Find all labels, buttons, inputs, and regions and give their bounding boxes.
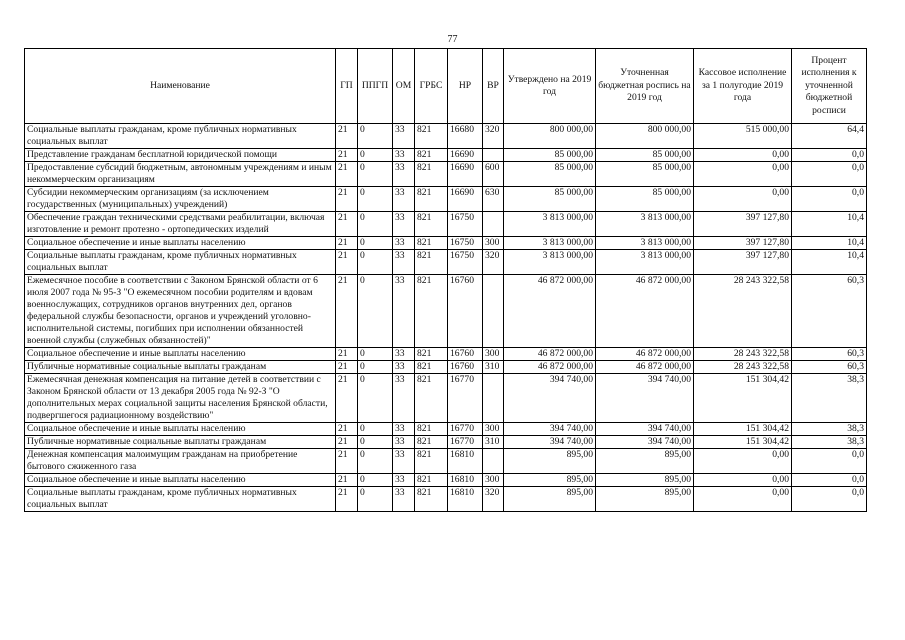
row-ppgp: 0	[358, 275, 393, 348]
row-refined: 3 813 000,00	[596, 237, 694, 250]
row-ppgp: 0	[358, 374, 393, 423]
table-body	[25, 124, 867, 512]
row-ppgp: 0	[358, 162, 393, 187]
row-approved: 394 740,00	[504, 423, 596, 436]
row-approved: 800 000,00	[504, 124, 596, 149]
row-cash: 0,00	[694, 487, 792, 512]
row-approved: 46 872 000,00	[504, 348, 596, 361]
row-refined: 85 000,00	[596, 162, 694, 187]
row-percent: 38,3	[792, 374, 867, 423]
row-name: Социальные выплаты гражданам, кроме публичных нормативных социальных выплат	[25, 487, 336, 512]
row-grbs: 821	[415, 361, 448, 374]
row-refined: 394 740,00	[596, 374, 694, 423]
row-grbs: 821	[415, 423, 448, 436]
row-ppgp: 0	[358, 487, 393, 512]
row-refined: 895,00	[596, 474, 694, 487]
row-vr: 630	[483, 187, 504, 212]
row-name: Публичные нормативные социальные выплаты гражданам	[25, 361, 336, 374]
row-vr: 300	[483, 423, 504, 436]
header-om: ОМ	[393, 49, 415, 124]
row-gp: 21	[336, 187, 358, 212]
row-nr: 16770	[448, 374, 483, 423]
row-name: Социальное обеспечение и иные выплаты населению	[25, 423, 336, 436]
row-cash: 397 127,80	[694, 237, 792, 250]
header-name: Наименование	[25, 49, 336, 124]
row-percent: 10,4	[792, 237, 867, 250]
row-om: 33	[393, 361, 415, 374]
table-row	[25, 275, 867, 348]
row-cash: 151 304,42	[694, 436, 792, 449]
table-row	[25, 162, 867, 187]
row-cash: 151 304,42	[694, 374, 792, 423]
row-ppgp: 0	[358, 436, 393, 449]
row-approved: 46 872 000,00	[504, 275, 596, 348]
row-approved: 895,00	[504, 487, 596, 512]
row-om: 33	[393, 474, 415, 487]
row-refined: 85 000,00	[596, 149, 694, 162]
table-row	[25, 436, 867, 449]
header-grbs: ГРБС	[415, 49, 448, 124]
row-refined: 800 000,00	[596, 124, 694, 149]
row-cash: 0,00	[694, 162, 792, 187]
row-name: Предоставление субсидий бюджетным, автономным учреждениям и иным некоммерческим организациям	[25, 162, 336, 187]
row-nr: 16770	[448, 436, 483, 449]
row-name: Социальное обеспечение и иные выплаты населению	[25, 474, 336, 487]
row-nr: 16750	[448, 237, 483, 250]
row-gp: 21	[336, 487, 358, 512]
row-vr	[483, 449, 504, 474]
row-refined: 3 813 000,00	[596, 250, 694, 275]
row-gp: 21	[336, 474, 358, 487]
row-vr	[483, 212, 504, 237]
row-name: Денежная компенсация малоимущим гражданам на приобретение бытового сжиженного газа	[25, 449, 336, 474]
row-percent: 64,4	[792, 124, 867, 149]
row-gp: 21	[336, 423, 358, 436]
row-ppgp: 0	[358, 124, 393, 149]
row-ppgp: 0	[358, 423, 393, 436]
row-cash: 0,00	[694, 187, 792, 212]
row-name: Ежемесячное пособие в соответствии с Законом Брянской области от 6 июля 2007 года № 95-З "О ежемесячном пособии родителям и вдовам военнослужащих, сотрудников органов внутренних дел, органов федеральной службы безопасности, органов и учреждений уголовно-исполнительной системы, погибших при исполнении обязанностей военной службы (служебных обязанностей)"	[25, 275, 336, 348]
table-row	[25, 423, 867, 436]
row-percent: 38,3	[792, 436, 867, 449]
table-row	[25, 187, 867, 212]
row-vr: 300	[483, 237, 504, 250]
row-refined: 895,00	[596, 449, 694, 474]
header-gp: ГП	[336, 49, 358, 124]
row-cash: 0,00	[694, 449, 792, 474]
row-refined: 394 740,00	[596, 423, 694, 436]
row-om: 33	[393, 162, 415, 187]
row-percent: 60,3	[792, 348, 867, 361]
row-ppgp: 0	[358, 212, 393, 237]
row-om: 33	[393, 487, 415, 512]
row-percent: 0,0	[792, 187, 867, 212]
row-om: 33	[393, 374, 415, 423]
row-grbs: 821	[415, 474, 448, 487]
row-vr: 320	[483, 250, 504, 275]
row-percent: 0,0	[792, 474, 867, 487]
row-name: Социальные выплаты гражданам, кроме публичных нормативных социальных выплат	[25, 250, 336, 275]
row-gp: 21	[336, 449, 358, 474]
table-row	[25, 348, 867, 361]
header-percent: Процент исполнения к уточненной бюджетной росписи	[792, 49, 867, 124]
row-refined: 46 872 000,00	[596, 275, 694, 348]
row-approved: 394 740,00	[504, 436, 596, 449]
row-vr: 310	[483, 361, 504, 374]
row-percent: 0,0	[792, 149, 867, 162]
row-nr: 16690	[448, 187, 483, 212]
row-percent: 10,4	[792, 250, 867, 275]
row-nr: 16810	[448, 449, 483, 474]
row-name: Обеспечение граждан техническими средствами реабилитации, включая изготовление и ремонт протезно - ортопедических изделий	[25, 212, 336, 237]
row-ppgp: 0	[358, 348, 393, 361]
row-cash: 515 000,00	[694, 124, 792, 149]
row-approved: 85 000,00	[504, 149, 596, 162]
row-gp: 21	[336, 275, 358, 348]
row-vr: 310	[483, 436, 504, 449]
row-gp: 21	[336, 124, 358, 149]
row-refined: 3 813 000,00	[596, 212, 694, 237]
row-refined: 46 872 000,00	[596, 361, 694, 374]
header-vr: ВР	[483, 49, 504, 124]
row-cash: 28 243 322,58	[694, 361, 792, 374]
row-cash: 397 127,80	[694, 212, 792, 237]
row-vr	[483, 374, 504, 423]
row-approved: 895,00	[504, 449, 596, 474]
row-om: 33	[393, 250, 415, 275]
row-gp: 21	[336, 250, 358, 275]
row-grbs: 821	[415, 374, 448, 423]
row-approved: 46 872 000,00	[504, 361, 596, 374]
row-nr: 16760	[448, 348, 483, 361]
row-name: Представление гражданам бесплатной юридической помощи	[25, 149, 336, 162]
row-nr: 16750	[448, 250, 483, 275]
row-percent: 10,4	[792, 212, 867, 237]
row-ppgp: 0	[358, 187, 393, 212]
row-name: Публичные нормативные социальные выплаты гражданам	[25, 436, 336, 449]
row-gp: 21	[336, 374, 358, 423]
row-vr	[483, 275, 504, 348]
row-om: 33	[393, 423, 415, 436]
row-om: 33	[393, 149, 415, 162]
row-percent: 60,3	[792, 275, 867, 348]
row-grbs: 821	[415, 436, 448, 449]
page-number: 77	[447, 34, 458, 45]
row-nr: 16770	[448, 423, 483, 436]
row-ppgp: 0	[358, 237, 393, 250]
row-grbs: 821	[415, 187, 448, 212]
row-refined: 46 872 000,00	[596, 348, 694, 361]
row-grbs: 821	[415, 250, 448, 275]
row-grbs: 821	[415, 237, 448, 250]
row-vr: 600	[483, 162, 504, 187]
table-header-row	[25, 49, 867, 124]
row-percent: 60,3	[792, 361, 867, 374]
row-grbs: 821	[415, 348, 448, 361]
row-name: Социальное обеспечение и иные выплаты населению	[25, 237, 336, 250]
row-vr	[483, 149, 504, 162]
row-percent: 0,0	[792, 162, 867, 187]
row-name: Социальные выплаты гражданам, кроме публичных нормативных социальных выплат	[25, 124, 336, 149]
row-grbs: 821	[415, 124, 448, 149]
row-grbs: 821	[415, 149, 448, 162]
row-name: Субсидии некоммерческим организациям (за исключением государственных (муниципальных) учреждений)	[25, 187, 336, 212]
header-nr: НР	[448, 49, 483, 124]
row-gp: 21	[336, 348, 358, 361]
row-nr: 16690	[448, 149, 483, 162]
table-row	[25, 449, 867, 474]
table-row	[25, 212, 867, 237]
row-ppgp: 0	[358, 449, 393, 474]
row-ppgp: 0	[358, 149, 393, 162]
row-approved: 85 000,00	[504, 187, 596, 212]
row-percent: 0,0	[792, 449, 867, 474]
row-vr: 300	[483, 474, 504, 487]
row-grbs: 821	[415, 487, 448, 512]
row-refined: 394 740,00	[596, 436, 694, 449]
row-cash: 28 243 322,58	[694, 275, 792, 348]
row-cash: 0,00	[694, 474, 792, 487]
row-ppgp: 0	[358, 474, 393, 487]
table-row	[25, 374, 867, 423]
row-cash: 397 127,80	[694, 250, 792, 275]
row-percent: 38,3	[792, 423, 867, 436]
row-approved: 394 740,00	[504, 374, 596, 423]
table-row	[25, 361, 867, 374]
row-name: Ежемесячная денежная компенсация на питание детей в соответствии с Законом Брянской области от 13 декабря 2005 года № 92-З "О дополнительных мерах социальной защиты населения Брянской области, подвергшегося радиационному воздействию"	[25, 374, 336, 423]
row-nr: 16760	[448, 275, 483, 348]
row-gp: 21	[336, 212, 358, 237]
row-nr: 16680	[448, 124, 483, 149]
row-approved: 895,00	[504, 474, 596, 487]
row-grbs: 821	[415, 275, 448, 348]
row-refined: 895,00	[596, 487, 694, 512]
row-nr: 16750	[448, 212, 483, 237]
row-gp: 21	[336, 361, 358, 374]
row-om: 33	[393, 436, 415, 449]
header-approved: Утверждено на 2019 год	[504, 49, 596, 124]
row-cash: 28 243 322,58	[694, 348, 792, 361]
header-ppgp: ППГП	[358, 49, 393, 124]
row-approved: 85 000,00	[504, 162, 596, 187]
header-refined: Уточненная бюджетная роспись на 2019 год	[596, 49, 694, 124]
row-refined: 85 000,00	[596, 187, 694, 212]
row-vr: 300	[483, 348, 504, 361]
row-nr: 16760	[448, 361, 483, 374]
row-name: Социальное обеспечение и иные выплаты населению	[25, 348, 336, 361]
row-nr: 16690	[448, 162, 483, 187]
row-om: 33	[393, 449, 415, 474]
row-cash: 151 304,42	[694, 423, 792, 436]
table-row	[25, 474, 867, 487]
row-grbs: 821	[415, 449, 448, 474]
row-gp: 21	[336, 149, 358, 162]
row-approved: 3 813 000,00	[504, 250, 596, 275]
row-approved: 3 813 000,00	[504, 237, 596, 250]
header-cash: Кассовое исполнение за 1 полугодие 2019 года	[694, 49, 792, 124]
row-vr: 320	[483, 124, 504, 149]
table-row	[25, 250, 867, 275]
row-gp: 21	[336, 237, 358, 250]
row-om: 33	[393, 237, 415, 250]
row-om: 33	[393, 187, 415, 212]
row-gp: 21	[336, 162, 358, 187]
row-ppgp: 0	[358, 361, 393, 374]
table-row	[25, 149, 867, 162]
row-om: 33	[393, 275, 415, 348]
row-vr: 320	[483, 487, 504, 512]
row-approved: 3 813 000,00	[504, 212, 596, 237]
row-ppgp: 0	[358, 250, 393, 275]
row-gp: 21	[336, 436, 358, 449]
row-om: 33	[393, 348, 415, 361]
row-grbs: 821	[415, 162, 448, 187]
row-nr: 16810	[448, 487, 483, 512]
budget-table	[24, 48, 867, 512]
table-row	[25, 237, 867, 250]
row-percent: 0,0	[792, 487, 867, 512]
row-om: 33	[393, 212, 415, 237]
table-row	[25, 487, 867, 512]
row-cash: 0,00	[694, 149, 792, 162]
row-grbs: 821	[415, 212, 448, 237]
row-nr: 16810	[448, 474, 483, 487]
table-row	[25, 124, 867, 149]
row-om: 33	[393, 124, 415, 149]
